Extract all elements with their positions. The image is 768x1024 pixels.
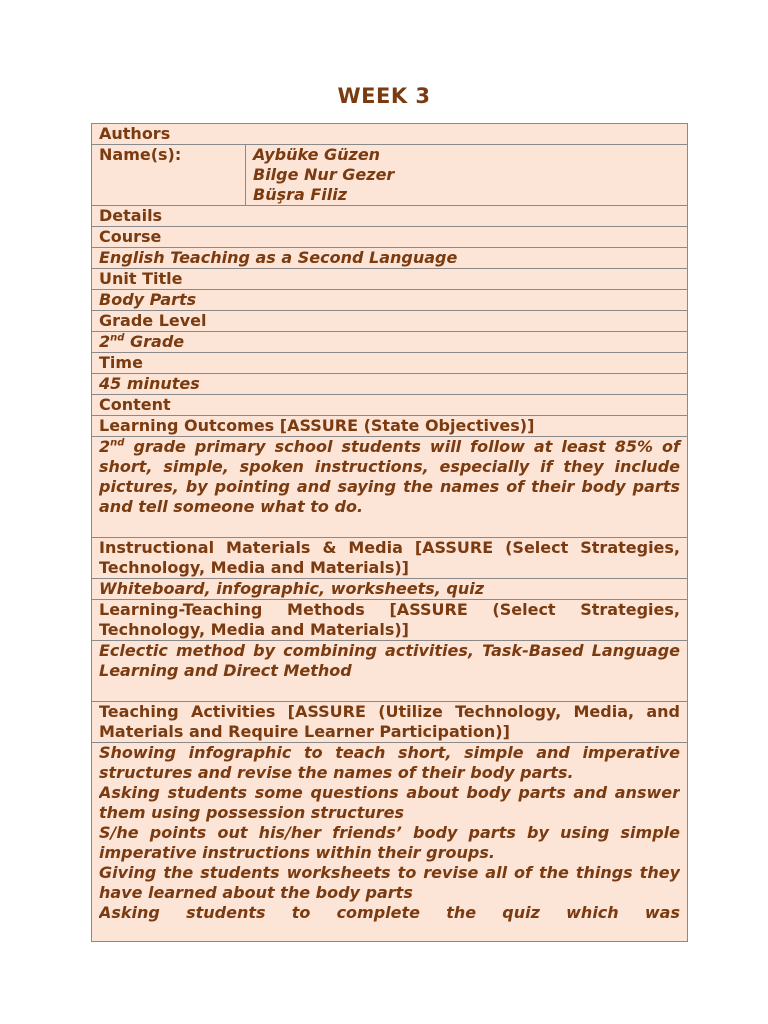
activities-label: Teaching Activities [ASSURE (Utilize Technology, Media, and Materials and Require Learner Participation)] xyxy=(92,702,688,743)
outcomes-value xyxy=(92,437,688,538)
outcomes-text: grade primary school students will follow at least 85% of short, simple, spoken instructions, especially if they include pictures, by pointing and saying the names of their body parts and tell someone what to do. xyxy=(99,437,680,516)
materials-label: Instructional Materials & Media [ASSURE (Select Strategies, Technology, Media and Materials)] xyxy=(92,538,688,579)
names-row xyxy=(92,145,688,206)
materials-value: Whiteboard, infographic, worksheets, quiz xyxy=(92,579,688,600)
unit-title-value: Body Parts xyxy=(92,290,688,311)
grade-level-label: Grade Level xyxy=(92,311,688,332)
author-name: Büşra Filiz xyxy=(253,185,348,204)
lesson-plan-table xyxy=(91,123,688,942)
outcomes-label: Learning Outcomes [ASSURE (State Objectives)] xyxy=(92,416,688,437)
content-label: Content xyxy=(92,395,688,416)
grade-number: 2 xyxy=(99,332,111,351)
outcomes-grade-number: 2 xyxy=(99,437,111,456)
activities-value xyxy=(92,743,688,942)
course-label: Course xyxy=(92,227,688,248)
activities-list xyxy=(99,743,680,941)
methods-value: Eclectic method by combining activities, Task-Based Language Learning and Direct Method xyxy=(92,641,688,702)
time-value: 45 minutes xyxy=(92,374,688,395)
unit-title-label: Unit Title xyxy=(92,269,688,290)
activity-item: Asking students to complete the quiz which was xyxy=(99,903,680,922)
authors-header-row xyxy=(92,124,688,145)
author-name: Aybüke Güzen xyxy=(253,145,381,164)
authors-header: Authors xyxy=(92,124,688,145)
outcomes-grade-ordinal: nd xyxy=(110,437,125,449)
activity-item: Showing infographic to teach short, simple and imperative structures and revise the names of their body parts. xyxy=(99,743,680,782)
names-label: Name(s): xyxy=(92,145,246,206)
course-value: English Teaching as a Second Language xyxy=(92,248,688,269)
time-label: Time xyxy=(92,353,688,374)
grade-word: Grade xyxy=(124,332,185,351)
methods-label: Learning-Teaching Methods [ASSURE (Select Strategies, Technology, Media and Materials)] xyxy=(92,600,688,641)
grade-level-value xyxy=(92,332,688,353)
grade-ordinal: nd xyxy=(110,332,125,344)
activity-item: S/he points out his/her friends’ body parts by using simple imperative instructions within their groups. xyxy=(99,823,680,862)
page-title: WEEK 3 xyxy=(337,84,431,108)
names-cell xyxy=(246,145,688,206)
activity-item: Asking students some questions about body parts and answer them using possession structures xyxy=(99,783,680,822)
details-header: Details xyxy=(92,206,688,227)
activity-item: Giving the students worksheets to revise all of the things they have learned about the body parts xyxy=(99,863,680,902)
author-name: Bilge Nur Gezer xyxy=(253,165,395,184)
